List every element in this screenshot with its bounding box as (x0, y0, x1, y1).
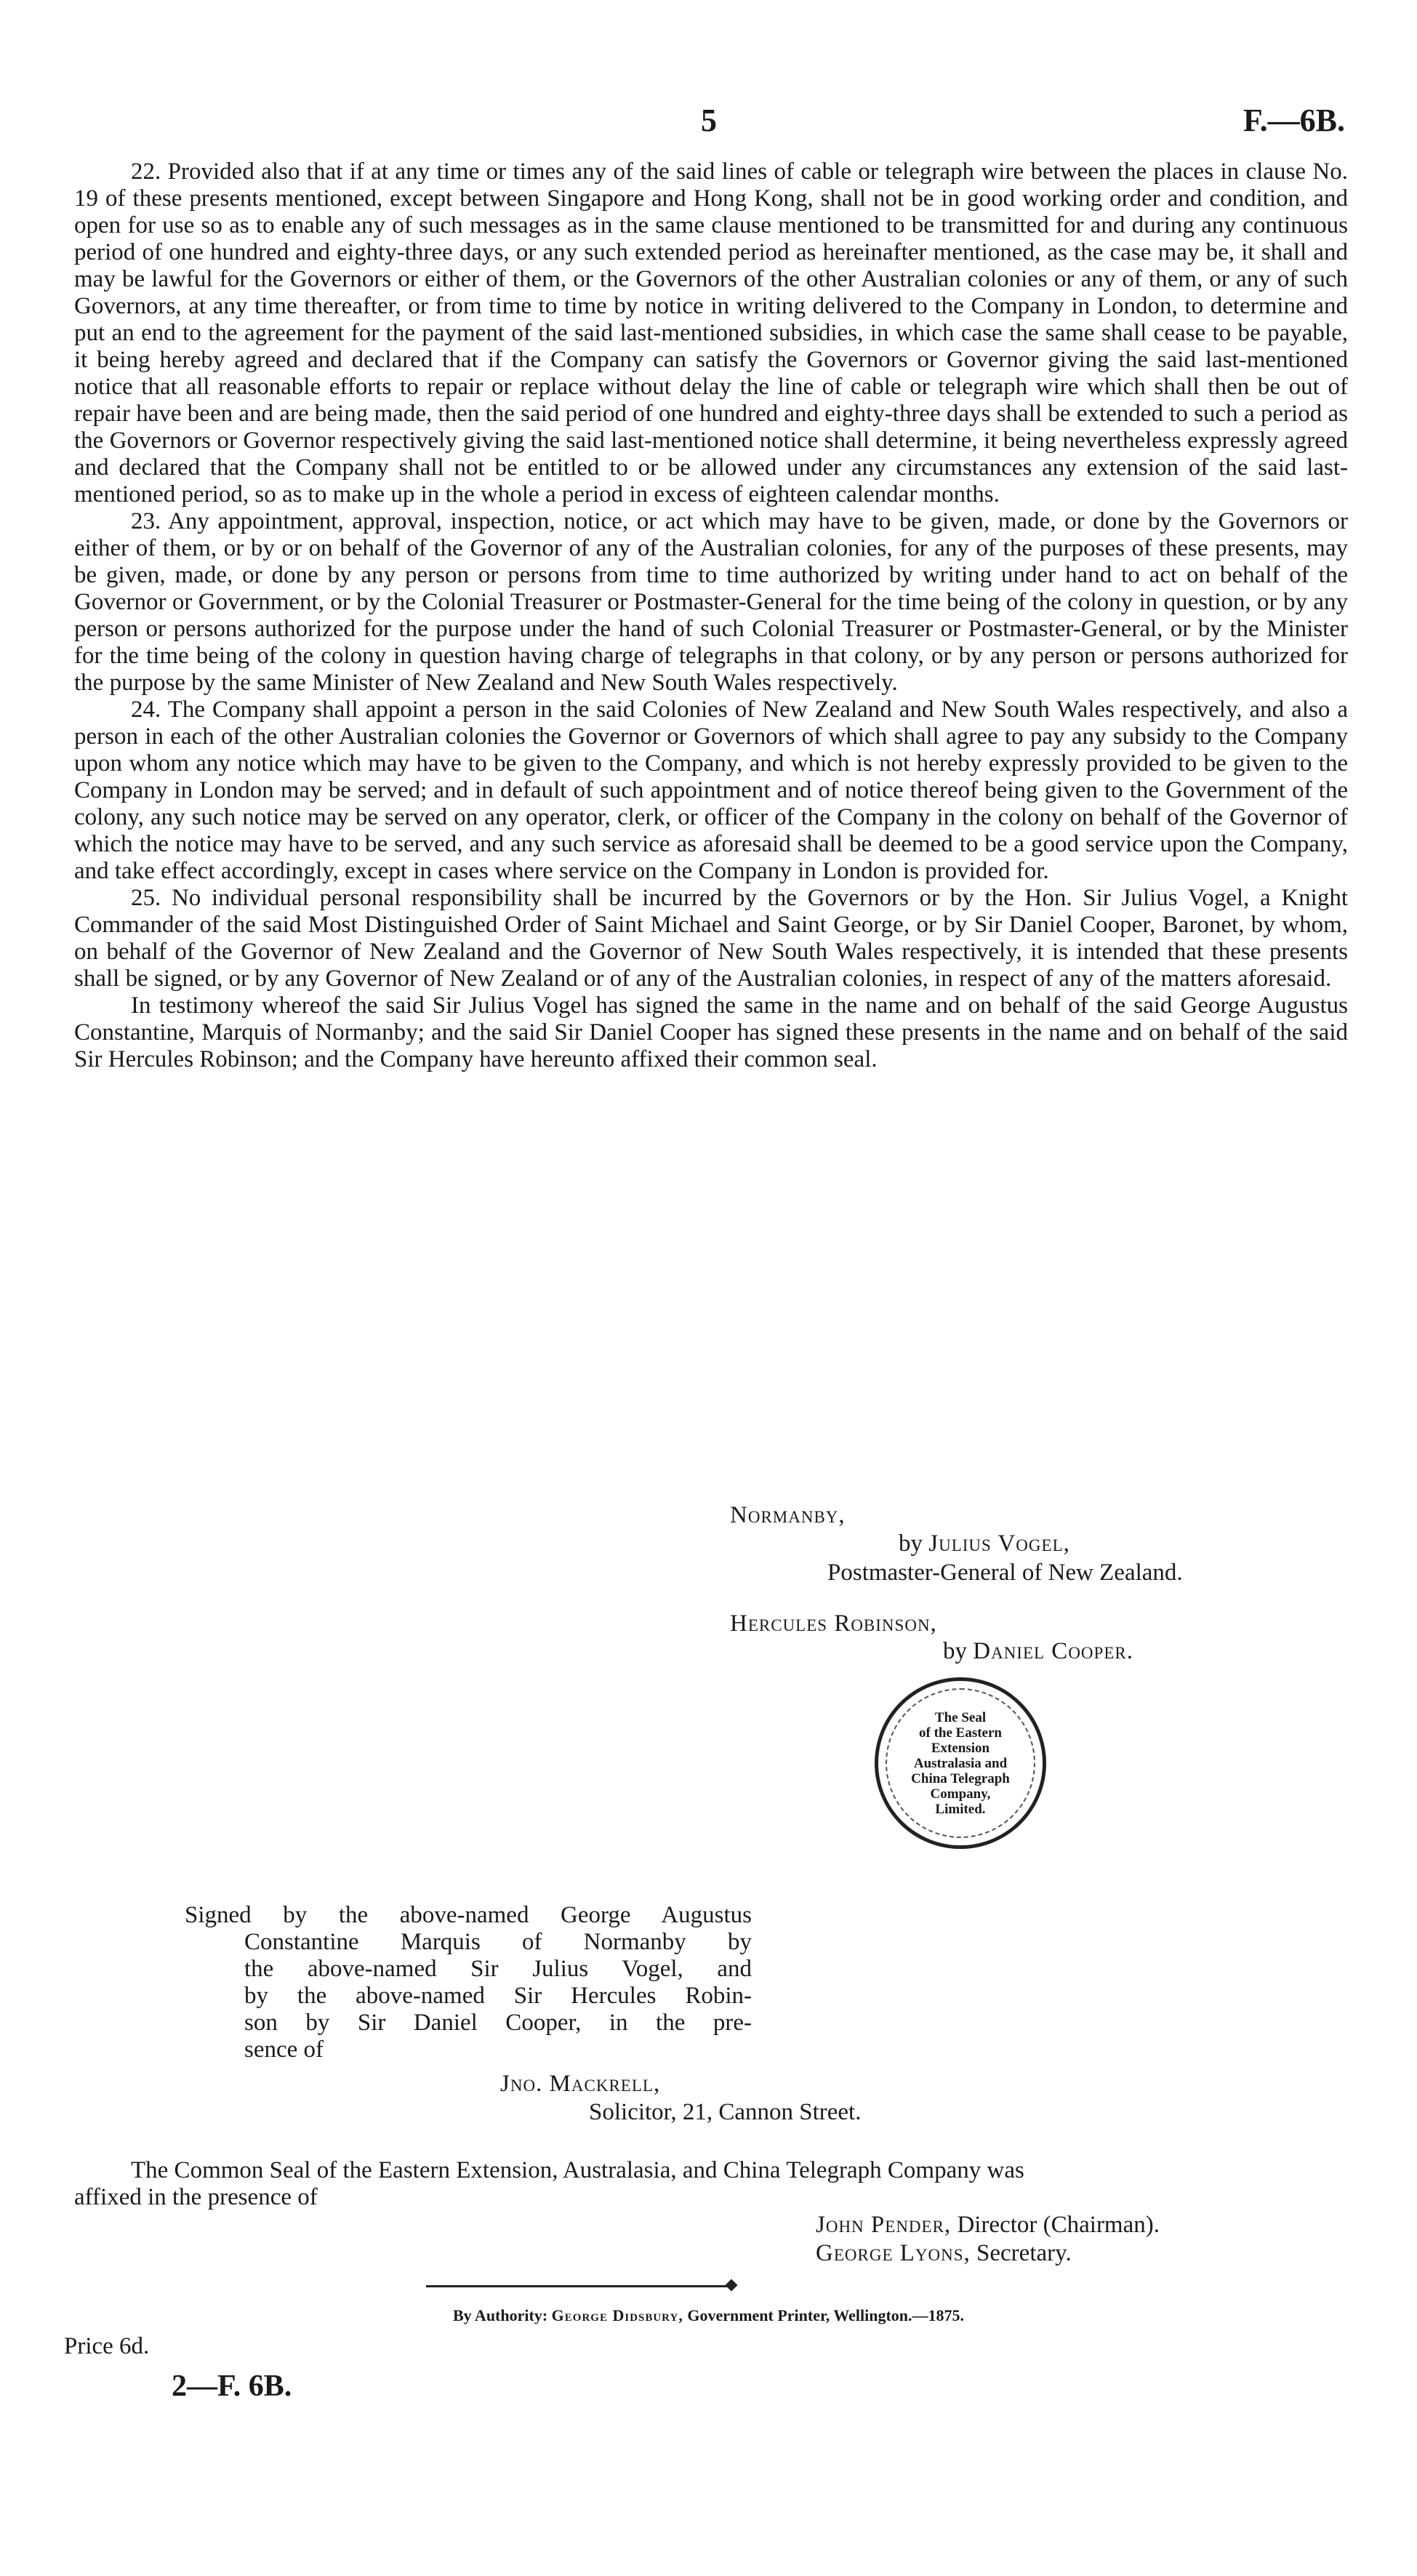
seal-line: Australasia and (913, 1755, 1008, 1771)
price-label: Price 6d. (64, 2333, 150, 2359)
clause-24: 24. The Company shall appoint a person in the said Colonies of New Zealand and New South Wales respectively, and also a person in each of the other Australian colonies the Governor or Governors of which shall agree to pay any subsidy to the Company upon whom any notice which may have to be given to the Company, and which is not hereby expressly provided to be given to the Company in London may be served; and in default of such appointment and of notice thereof being given to the Government of the colony, any such notice may be served on any operator, clerk, or officer of the Company in the colony on behalf of the Governor of which the notice may have to be served, and any such service as aforesaid shall be deemed to be a good service upon the Company, and take effect accordingly, except in cases where service on the Company in London is provided for. (74, 697, 1348, 884)
testimony-clause: In testimony whereof the said Sir Julius Vogel has signed the same in the name and on behalf of the said George Augustus Constantine, Marquis of Normanby; and the said Sir Daniel Cooper has signed these presents in the name and on behalf of the said Sir Hercules Robinson; and the Company have hereunto affixed their common seal. (74, 992, 1348, 1072)
seal-line: China Telegraph (911, 1770, 1010, 1786)
signature-by-vogel: by Julius Vogel, (899, 1530, 1070, 1557)
footer-divider (426, 2285, 731, 2287)
footer-divider-ornament (726, 2279, 738, 2292)
clause-23: 23. Any appointment, approval, inspection, notice, or act which may have to be given, made, or done by the Governors or either of them, or by or on behalf of the Governor of any of the Australian colonies, for any of the purposes of these presents, may be given, made, or done by any person or persons from time to time authorized by writing under hand to act on behalf of the Governor or Government, or by the Colonial Treasurer or Postmaster-General for the time being of the colony in question, or by any person or persons authorized for the purpose under the hand of such Colonial Treasurer or Postmaster-General, or by the Minister for the time being of the colony in question having charge of telegraphs in that colony, or by any person or persons authorized for the purpose by the same Minister of New Zealand and New South Wales respectively. (74, 508, 1348, 696)
signature-vogel-title: Postmaster-General of New Zealand. (827, 1560, 1183, 1586)
seal-line: of the Eastern (919, 1725, 1002, 1741)
clauses-body (74, 159, 1348, 1073)
common-seal-line-1: The Common Seal of the Eastern Extension, Australasia, and China Telegraph Company was (131, 2157, 1024, 2183)
seal-line: Extension (931, 1740, 990, 1756)
witness-line: Signed by the above-named George Augustus (185, 1902, 752, 1928)
witness-name: Jno. Mackrell, (500, 2071, 661, 2097)
page-header (73, 102, 1345, 145)
company-seal (875, 1677, 1046, 1849)
common-seal-statement (74, 2157, 1348, 2211)
clause-22: 22. Provided also that if at any time or times any of the said lines of cable or telegraph wire between the places in clause No. 19 of these presents mentioned, except between Singapore and Hong Kong, shall not be in good working order and condition, and open for use so as to enable any of such messages as in the same clause mentioned to be transmitted for and during any continuous period of one hundred and eighty-three days, or any such extended period as hereinafter mentioned, as the case may be, it shall and may be lawful for the Governors or either of them, or the Governors of the other Australian colonies or any of them, or any of such Governors, at any time thereafter, or from time to time by notice in writing delivered to the Company in London, to determine and put an end to the agreement for the payment of the said last-mentioned subsidies, in which case the same shall cease to be payable, it being hereby agreed and declared that if the Company can satisfy the Governors or Governor giving the said last-mentioned notice that all reasonable efforts to repair or replace without delay the line of cable or telegraph wire which shall then be out of repair have been and are being made, then the said period of one hundred and eighty-three days shall be extended to such a period as the Governors or Governor respectively giving the said last-mentioned notice shall determine, it being nevertheless expressly agreed and declared that the Company shall not be entitled to or be allowed under any circumstances any extension of the said last-mentioned period, so as to make up in the whole a period in excess of eighteen calendar months. (74, 159, 1348, 507)
witness-line: sence of (244, 2037, 324, 2063)
seal-line: Limited. (935, 1801, 986, 1817)
signature-lyons: George Lyons, Secretary. (816, 2240, 1072, 2266)
signature-pender: John Pender, Director (Chairman). (816, 2212, 1160, 2238)
form-code: 2—F. 6B. (172, 2370, 292, 2403)
company-seal-inner (886, 1688, 1035, 1838)
witness-address: Solicitor, 21, Cannon Street. (589, 2099, 862, 2125)
witness-line: Constantine Marquis of Normanby by (244, 1929, 752, 1955)
clause-25: 25. No individual personal responsibility shall be incurred by the Governors or by the Hon. Sir Julius Vogel, a Knight Commander of the said Most Distinguished Order of Saint Michael and Saint George, or by Sir Daniel Cooper, Baronet, by whom, on behalf of the Governor of New Zealand and the Governor of New South Wales respectively, it is intended that these presents shall be signed, or by any Governor of New Zealand or of any of the Australian colonies, in respect of any of the matters aforesaid. (74, 885, 1348, 992)
printer-imprint: By Authority: George Didsbury, Government Printer, Wellington.—1875. (452, 2306, 965, 2324)
witness-attestation (185, 1902, 752, 2063)
witness-line: son by Sir Daniel Cooper, in the pre- (244, 2010, 752, 2036)
signature-by-cooper: by Daniel Cooper. (943, 1638, 1133, 1664)
document-reference: F.—6B. (1243, 103, 1345, 138)
witness-line: the above-named Sir Julius Vogel, and (244, 1956, 752, 1982)
page-number: 5 (701, 103, 717, 138)
witness-line: by the above-named Sir Hercules Robin- (244, 1983, 752, 2009)
signature-robinson: Hercules Robinson, (730, 1610, 937, 1637)
seal-line: The Seal (934, 1709, 987, 1725)
common-seal-line-2: affixed in the presence of (74, 2184, 318, 2210)
signature-normanby: Normanby, (730, 1502, 846, 1528)
seal-line: Company, (930, 1786, 991, 1802)
